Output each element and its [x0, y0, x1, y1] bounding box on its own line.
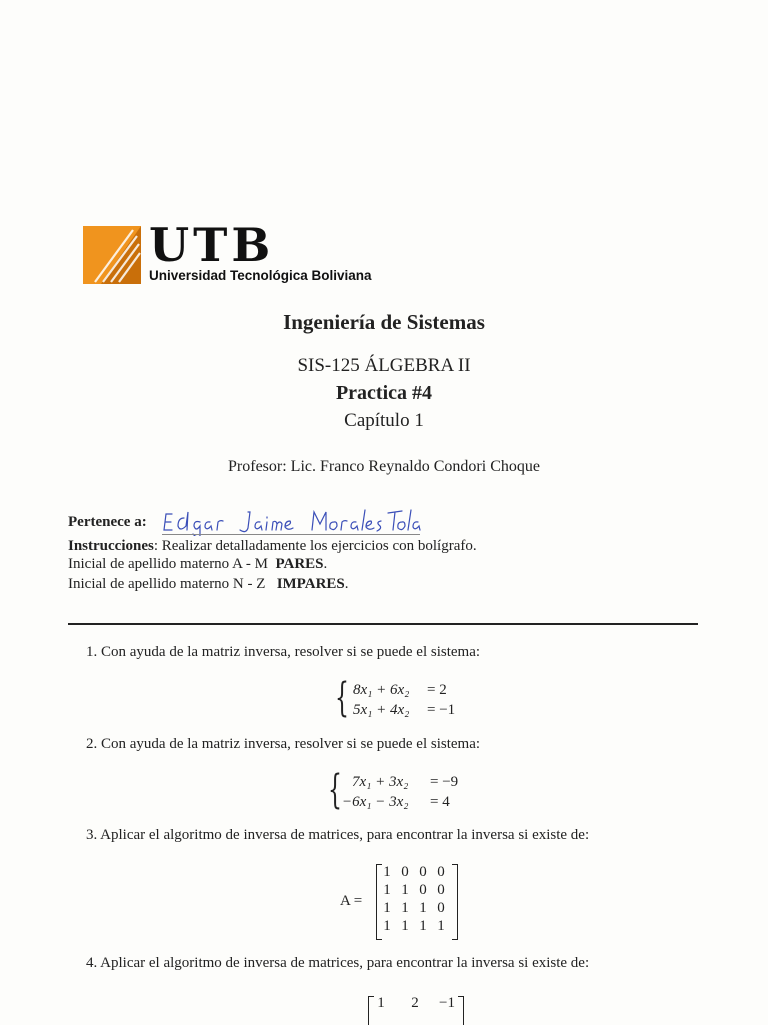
- logo-university-name: Universidad Tecnológica Boliviana: [149, 268, 372, 283]
- matrix-a-cell: 1: [401, 900, 409, 916]
- matrix-a-cell: 1: [401, 918, 409, 934]
- matrix-a-cell: 0: [401, 864, 409, 880]
- instructions-label: Instrucciones: [68, 538, 154, 554]
- matrix-a-cell: 1: [437, 918, 445, 934]
- system-2-row-1-lhs: 7x₁ + 3x₂: [352, 774, 409, 790]
- system-1-row-2-rhs: = −1: [427, 702, 456, 718]
- matrix-b-cell: −1: [439, 995, 455, 1011]
- rule-pares-line: [68, 556, 327, 573]
- rule-pares-end: .: [323, 556, 328, 572]
- system-2: [328, 767, 488, 816]
- rule-impares-text: Inicial de apellido materno N - Z: [68, 576, 266, 592]
- utb-logo-mark-icon: [83, 226, 141, 284]
- matrix-a-cell: 1: [401, 882, 409, 898]
- matrix-a-cell: 0: [419, 864, 427, 880]
- matrix-b-cell: 1: [377, 995, 385, 1011]
- question-4-text: 4. Aplicar el algoritmo de inversa de matrices, para encontrar la inversa si existe de:: [86, 955, 590, 971]
- system-1-row-1-rhs: = 2: [427, 682, 447, 698]
- matrix-a-cell: 1: [383, 900, 391, 916]
- logo-wordmark: UTB: [149, 218, 275, 272]
- matrix-a-right-bracket: [452, 864, 458, 940]
- system-2-row-1-rhs: = −9: [430, 774, 459, 790]
- owner-line: [68, 514, 147, 531]
- chapter-title: Capítulo 1: [344, 410, 424, 431]
- matrix-b-partial: [368, 992, 468, 1024]
- horizontal-divider: [68, 623, 698, 625]
- instructions-text: : Realizar detalladamente los ejercicios con bolígrafo.: [153, 538, 477, 554]
- matrix-a-cell: 1: [419, 900, 427, 916]
- rule-impares-end: .: [344, 576, 349, 592]
- system-1-row-2-lhs: 5x₁ + 4x₂: [353, 702, 410, 718]
- system-2-row-2-rhs: = 4: [430, 794, 450, 810]
- system-1-brace: {: [335, 675, 349, 721]
- system-1-row-1-lhs: 8x₁ + 6x₂: [353, 682, 410, 698]
- instructions-line: [68, 538, 477, 555]
- rule-impares-bold: IMPARES: [276, 576, 345, 592]
- question-1-text: 1. Con ayuda de la matriz inversa, resolver si se puede el sistema:: [86, 644, 481, 660]
- system-1: [335, 675, 485, 724]
- matrix-a-cell: 1: [383, 864, 391, 880]
- faculty-title: Ingeniería de Sistemas: [283, 310, 485, 334]
- matrix-a-cell: 0: [437, 882, 445, 898]
- matrix-a: [340, 862, 470, 942]
- matrix-b-cell: 2: [411, 995, 419, 1011]
- utb-logo: [83, 218, 383, 288]
- practice-title: Practica #4: [335, 382, 433, 404]
- question-3-text: 3. Aplicar el algoritmo de inversa de matrices, para encontrar la inversa si existe de:: [86, 827, 590, 843]
- signature-underline: [162, 534, 420, 535]
- rule-pares-text: Inicial de apellido materno A - M: [68, 556, 268, 572]
- professor-line: Profesor: Lic. Franco Reynaldo Condori Choque: [228, 458, 540, 475]
- course-title: SIS-125 ÁLGEBRA II: [297, 355, 471, 376]
- handwritten-name-signature: [162, 508, 422, 536]
- rule-impares-line: [68, 576, 349, 593]
- system-2-row-2-lhs: −6x₁ − 3x₂: [342, 794, 409, 810]
- system-2-brace: {: [328, 767, 342, 813]
- rule-pares-bold: PARES: [275, 556, 324, 572]
- matrix-a-cell: 0: [419, 882, 427, 898]
- matrix-b-right-bracket: [458, 996, 464, 1025]
- question-2-text: 2. Con ayuda de la matriz inversa, resolver si se puede el sistema:: [86, 736, 481, 752]
- matrix-a-cell: 1: [383, 918, 391, 934]
- matrix-a-cell: 1: [419, 918, 427, 934]
- owner-label: Pertenece a:: [68, 514, 147, 530]
- matrix-a-label: A =: [340, 893, 363, 909]
- matrix-a-cell: 0: [437, 864, 445, 880]
- matrix-a-cell: 0: [437, 900, 445, 916]
- matrix-a-cell: 1: [383, 882, 391, 898]
